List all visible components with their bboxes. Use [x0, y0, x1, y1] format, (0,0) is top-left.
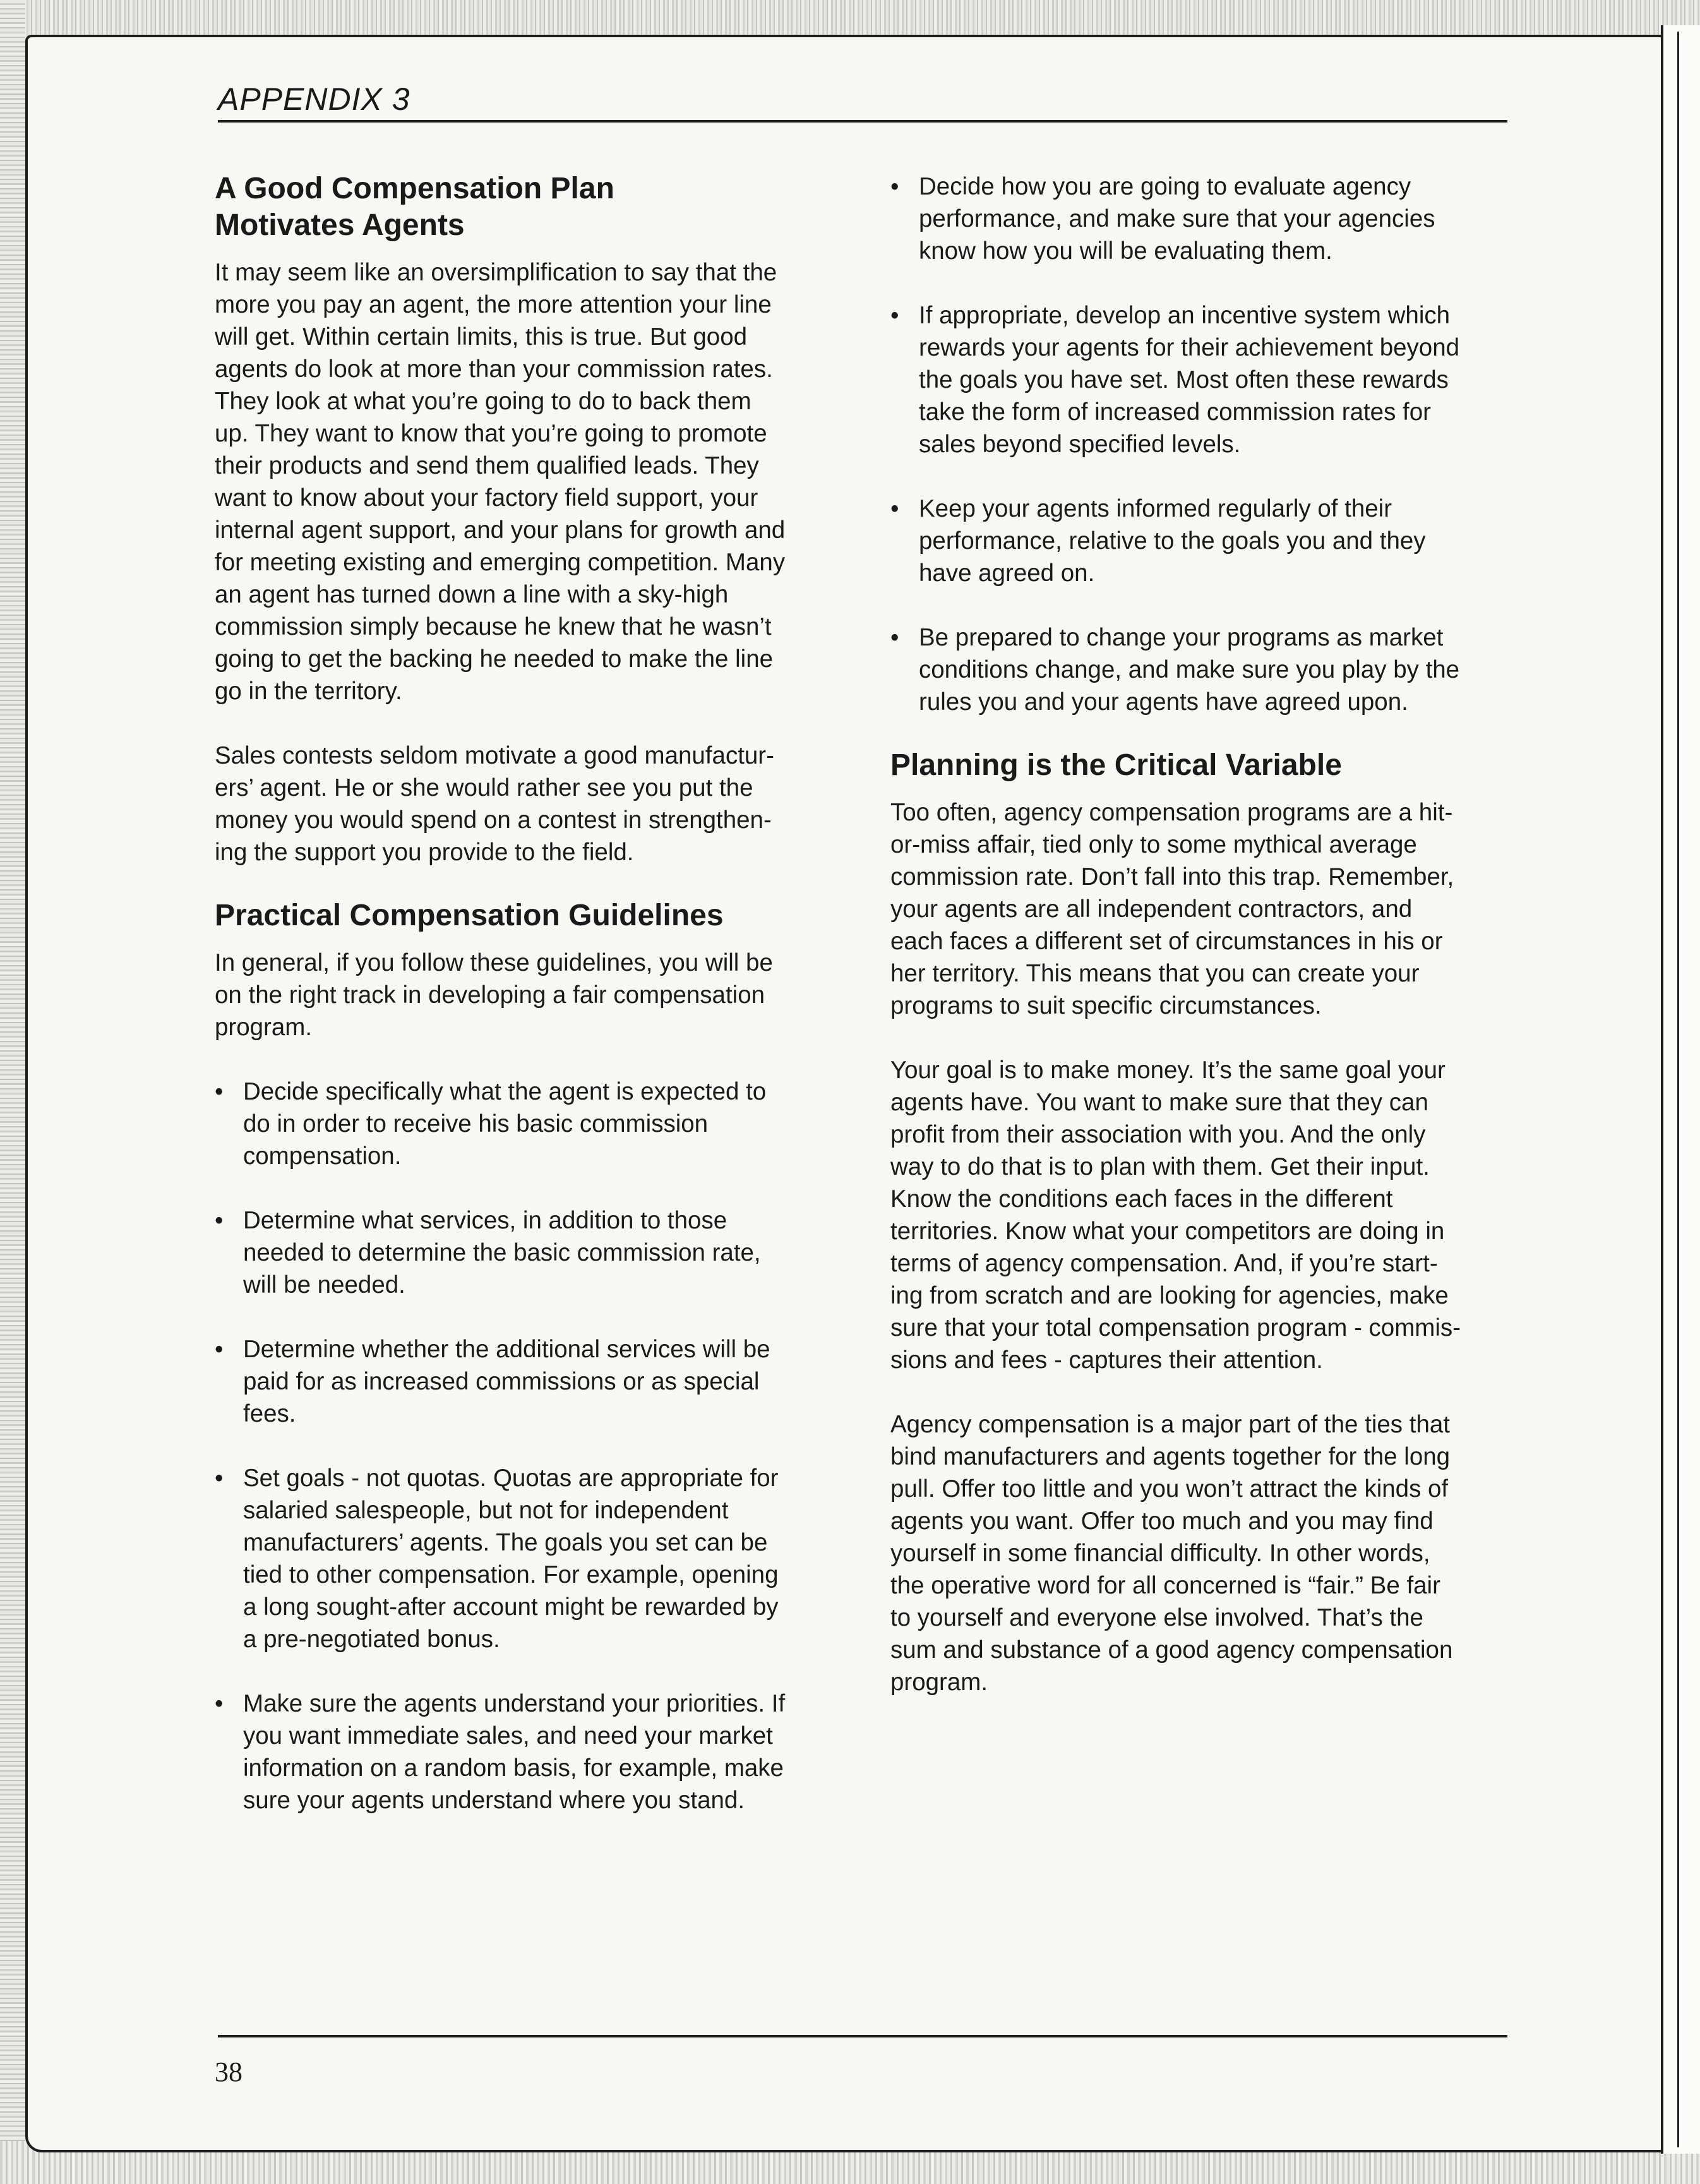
text-line: Know the conditions each faces in the different	[890, 1185, 1393, 1213]
paragraph-planning-1	[890, 796, 1522, 1022]
bullet-icon: •	[215, 1690, 224, 1717]
bullet-icon: •	[215, 1078, 224, 1105]
text-line: a pre-negotiated bonus.	[243, 1626, 500, 1653]
text-line: more you pay an agent, the more attention your line	[215, 291, 772, 318]
text-line: pull. Offer too little and you won’t attract the kinds of	[890, 1475, 1449, 1503]
text-line: go in the territory.	[215, 678, 402, 705]
section-heading-planning: Planning is the Critical Variable	[890, 748, 1342, 782]
text-line: an agent has turned down a line with a sky-high	[215, 581, 729, 608]
text-line: or-miss affair, tied only to some mythical average	[890, 831, 1417, 858]
bullet-icon: •	[890, 495, 899, 522]
text-line: ing from scratch and are looking for agencies, make	[890, 1282, 1449, 1309]
text-line: ing the support you provide to the field.	[215, 839, 634, 866]
text-line: you want immediate sales, and need your market	[243, 1722, 773, 1749]
text-line: Be prepared to change your programs as market	[919, 624, 1444, 651]
text-line: do in order to receive his basic commission	[243, 1110, 709, 1137]
text-line: rules you and your agents have agreed upon.	[919, 688, 1408, 716]
text-line: agents have. You want to make sure that they can	[890, 1089, 1428, 1116]
text-line: If appropriate, develop an incentive system which	[919, 302, 1451, 329]
text-line: They look at what you’re going to do to back them	[215, 388, 751, 415]
text-line: sales beyond specified levels.	[919, 431, 1241, 458]
text-line: commission rate. Don’t fall into this trap. Remember,	[890, 863, 1454, 891]
text-line: have agreed on.	[919, 560, 1095, 587]
section-heading-compensation-plan	[215, 171, 846, 244]
text-line: internal agent support, and your plans for growth and	[215, 517, 786, 544]
appendix-title: APPENDIX 3	[218, 81, 410, 117]
text-line: rewards your agents for their achievement beyond	[919, 334, 1460, 361]
bullet-icon: •	[890, 302, 899, 329]
text-line: paid for as increased commissions or as special	[243, 1368, 760, 1395]
text-line: Your goal is to make money. It’s the same goal your	[890, 1057, 1446, 1084]
text-line: conditions change, and make sure you play by the	[919, 656, 1460, 683]
paragraph-compensation-plan	[215, 256, 846, 707]
text-line: needed to determine the basic commission rate,	[243, 1239, 761, 1266]
text-line: yourself in some financial difficulty. In other words,	[890, 1540, 1430, 1567]
text-line: sure your agents understand where you stand.	[243, 1787, 745, 1814]
text-line: sure that your total compensation program - commis-	[890, 1314, 1461, 1341]
text-line: a long sought-after account might be rewarded by	[243, 1593, 779, 1621]
text-line: Sales contests seldom motivate a good manufactur-	[215, 742, 774, 769]
list-item	[215, 1204, 846, 1301]
text-line: will be needed.	[243, 1271, 405, 1299]
text-line: the goals you have set. Most often these rewards	[919, 366, 1449, 393]
bullet-icon: •	[890, 624, 899, 651]
text-line: program.	[890, 1669, 988, 1696]
text-line: sions and fees - captures their attention.	[890, 1347, 1323, 1374]
text-line: on the right track in developing a fair compensation	[215, 981, 765, 1009]
text-line: money you would spend on a contest in strengthen-	[215, 807, 772, 834]
list-item	[215, 1688, 846, 1816]
list-item	[890, 621, 1522, 718]
heading-line: Motivates Agents	[215, 208, 465, 242]
text-line: bind manufacturers and agents together for the long	[890, 1443, 1451, 1470]
text-line: will get. Within certain limits, this is true. But good	[215, 323, 748, 351]
text-line: In general, if you follow these guidelines, you will be	[215, 949, 773, 976]
heading-line: A Good Compensation Plan	[215, 172, 614, 205]
text-line: to yourself and everyone else involved. That’s the	[890, 1604, 1423, 1631]
bullet-icon: •	[215, 1465, 224, 1492]
page-number: 38	[215, 2056, 242, 2087]
text-line: programs to suit specific circumstances.	[890, 992, 1322, 1019]
text-line: commission simply because he knew that he wasn’t	[215, 613, 772, 640]
text-line: terms of agency compensation. And, if you’re start-	[890, 1250, 1438, 1277]
paragraph-guidelines-intro	[215, 947, 846, 1043]
text-line: It may seem like an oversimplification to say that the	[215, 259, 777, 286]
list-item	[215, 1462, 846, 1655]
text-line: her territory. This means that you can create your	[890, 960, 1420, 987]
guidelines-list-continued	[890, 171, 1522, 718]
scan-edge-left	[0, 0, 25, 2184]
text-line: the operative word for all concerned is “fair.” Be fair	[890, 1572, 1440, 1599]
footer-rule	[218, 2035, 1507, 2037]
text-line: Too often, agency compensation programs are a hit-	[890, 799, 1453, 826]
right-column	[890, 171, 1522, 1698]
text-line: your agents are all independent contractors, and	[890, 896, 1413, 923]
text-line: compensation.	[243, 1143, 402, 1170]
text-line: sum and substance of a good agency compensation	[890, 1636, 1453, 1664]
bullet-icon: •	[215, 1207, 224, 1234]
paragraph-sales-contests	[215, 740, 846, 868]
header-rule	[218, 120, 1507, 123]
text-line: Keep your agents informed regularly of their	[919, 495, 1392, 522]
text-line: fees.	[243, 1400, 296, 1427]
text-line: tied to other compensation. For example, opening	[243, 1561, 779, 1588]
paragraph-planning-3	[890, 1408, 1522, 1698]
text-line: salaried salespeople, but not for independent	[243, 1497, 729, 1524]
list-item	[890, 299, 1522, 460]
text-line: information on a random basis, for example, make	[243, 1755, 784, 1782]
text-line: their products and send them qualified leads. They	[215, 452, 759, 479]
text-line: Determine what services, in addition to those	[243, 1207, 727, 1234]
text-line: take the form of increased commission rates for	[919, 399, 1431, 426]
text-line: each faces a different set of circumstances in his or	[890, 928, 1443, 955]
left-column	[215, 171, 846, 1816]
bullet-icon: •	[215, 1336, 224, 1363]
list-item	[215, 1333, 846, 1430]
text-line: Make sure the agents understand your priorities. If	[243, 1690, 786, 1717]
text-line: agents you want. Offer too much and you may find	[890, 1508, 1434, 1535]
text-line: for meeting existing and emerging competition. Many	[215, 549, 786, 576]
list-item	[890, 171, 1522, 267]
text-line: going to get the backing he needed to make the line	[215, 645, 774, 673]
text-line: agents do look at more than your commission rates.	[215, 356, 773, 383]
binder-edge	[1661, 25, 1700, 2154]
paragraph-planning-2	[890, 1054, 1522, 1376]
text-line: performance, relative to the goals you and they	[919, 527, 1426, 555]
text-line: manufacturers’ agents. The goals you set can be	[243, 1529, 768, 1556]
text-line: know how you will be evaluating them.	[919, 237, 1332, 265]
text-line: Agency compensation is a major part of the ties that	[890, 1411, 1450, 1438]
text-line: profit from their association with you. And the only	[890, 1121, 1426, 1148]
text-line: Decide specifically what the agent is expected to	[243, 1078, 767, 1105]
section-heading-guidelines: Practical Compensation Guidelines	[215, 899, 724, 932]
text-line: Determine whether the additional services will be	[243, 1336, 770, 1363]
text-line: Set goals - not quotas. Quotas are appropriate for	[243, 1465, 779, 1492]
list-item	[215, 1076, 846, 1172]
text-line: ers’ agent. He or she would rather see you put the	[215, 774, 753, 801]
text-line: up. They want to know that you’re going to promote	[215, 420, 767, 447]
guidelines-list	[215, 1076, 846, 1816]
text-line: want to know about your factory field support, your	[215, 484, 758, 512]
bullet-icon: •	[890, 173, 899, 200]
text-line: Decide how you are going to evaluate agency	[919, 173, 1411, 200]
list-item	[890, 493, 1522, 589]
scan-edge-top	[0, 0, 1700, 38]
text-line: performance, and make sure that your agencies	[919, 205, 1435, 232]
text-line: program.	[215, 1014, 313, 1041]
text-line: way to do that is to plan with them. Get their input.	[890, 1153, 1430, 1180]
text-line: territories. Know what your competitors are doing in	[890, 1218, 1445, 1245]
